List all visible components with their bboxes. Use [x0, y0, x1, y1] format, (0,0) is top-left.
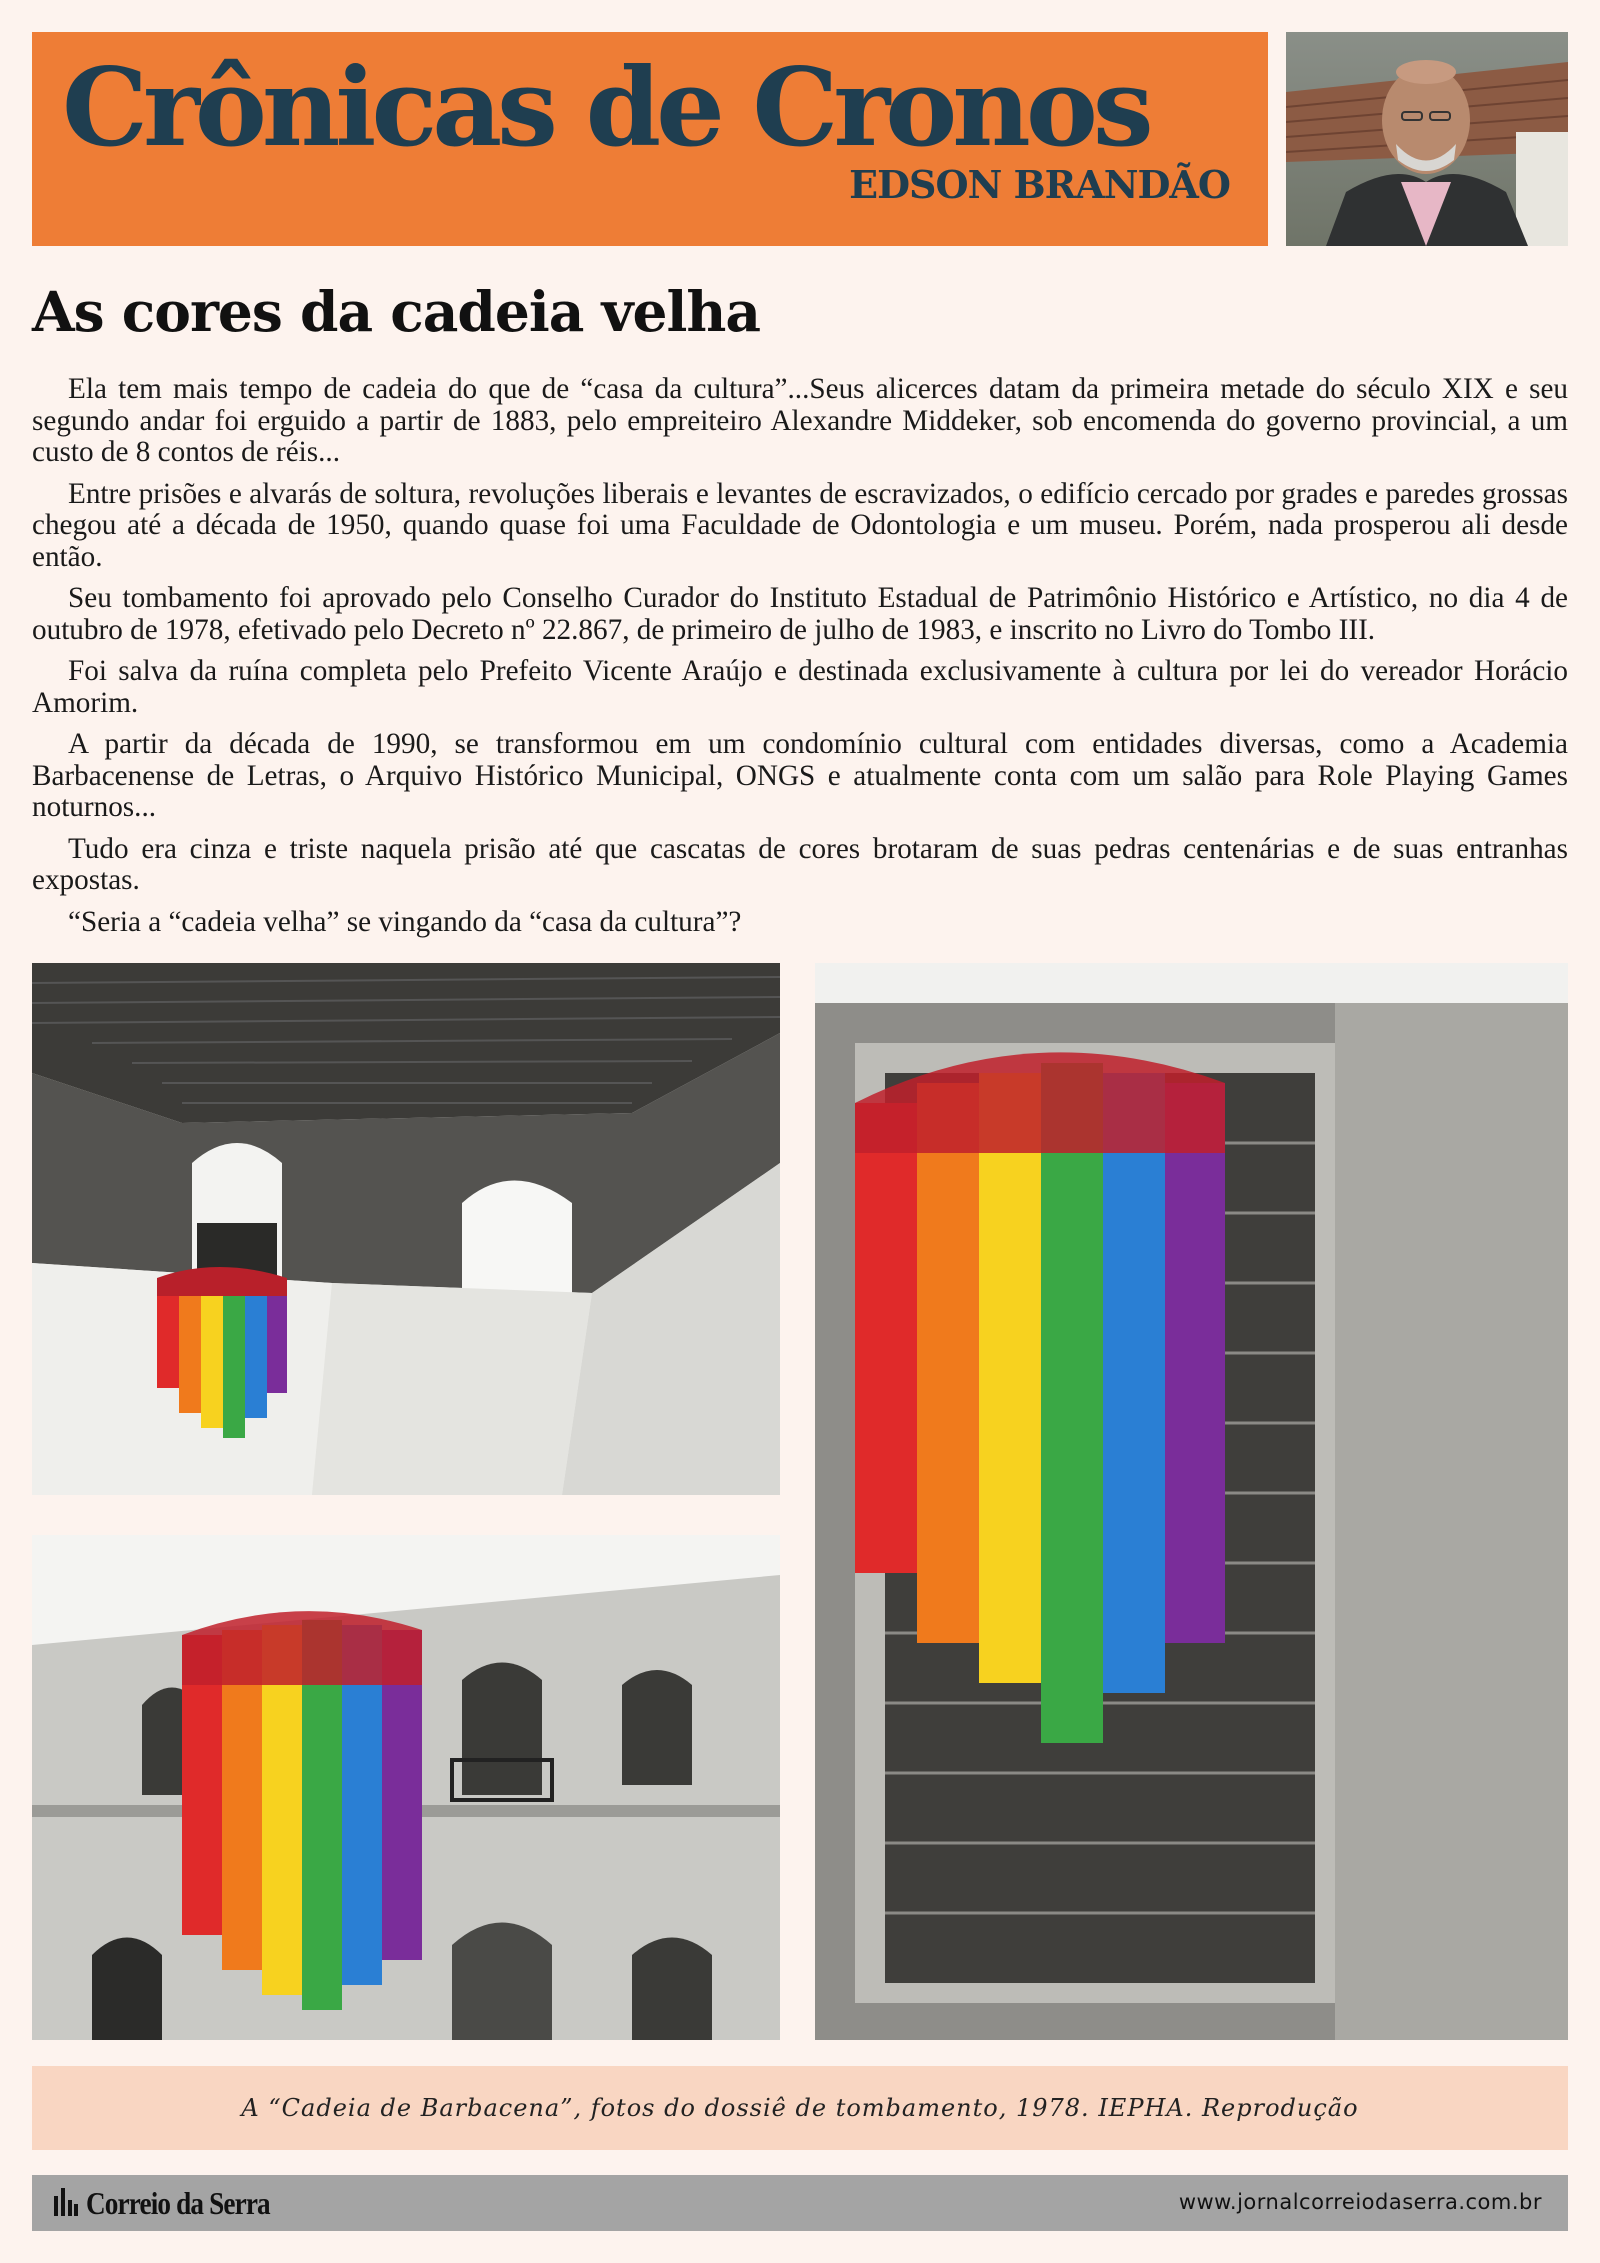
- masthead-banner: [32, 32, 1268, 246]
- paragraph: Foi salva da ruína completa pelo Prefeito Vicente Araújo e destinada exclusivamente à cultura por lei do vereador Horácio Amorim.: [32, 655, 1568, 719]
- photo-brick-wall: [815, 963, 1568, 2040]
- paragraph: Tudo era cinza e triste naquela prisão até que cascatas de cores brotaram de suas pedras centenárias e de suas entranhas expostas.: [32, 832, 1568, 896]
- newspaper-logo: [54, 2185, 302, 2221]
- article-body: [32, 374, 1568, 948]
- newspaper-name: Correio da Serra: [86, 2184, 270, 2221]
- paragraph: A partir da década de 1990, se transformou em um condomínio cultural com entidades diversas, como a Academia Barbacenense de Letras, o Arquivo Histórico Municipal, ONGS e atualmente conta com um salão para Role Playing Games noturnos...: [32, 728, 1568, 823]
- photo-interior: [32, 963, 780, 1495]
- author-name: EDSON BRANDÃO: [849, 162, 1230, 207]
- paragraph: Seu tombamento foi aprovado pelo Conselho Curador do Instituto Estadual de Patrimônio Histórico e Artístico, no dia 4 de outubro de 1978, efetivado pelo Decreto nº 22.867, de primeiro de julho de 1983, e inscrito no Livro do Tombo III.: [32, 582, 1568, 646]
- column-title: Crônicas de Cronos: [62, 45, 1149, 171]
- website-url[interactable]: www.jornalcorreiodaserra.com.br: [1178, 2190, 1542, 2214]
- author-photo: [1286, 32, 1568, 246]
- paragraph: Entre prisões e alvarás de soltura, revoluções liberais e levantes de escravizados, o edifício cercado por grades e paredes grossas chegou até a década de 1950, quando quase foi uma Faculdade de Odontologia e um museu. Porém, nada prosperou ali desde então.: [32, 477, 1568, 573]
- footer-bar: [32, 2175, 1568, 2231]
- paragraph: “Seria a “cadeia velha” se vingando da “casa da cultura”?: [68, 905, 742, 938]
- photo-facade: [32, 1535, 780, 2040]
- article-headline: As cores da cadeia velha: [32, 279, 761, 344]
- photo-caption: A “Cadeia de Barbacena”, fotos do dossiê de tombamento, 1978. IEPHA. Reprodução: [32, 2066, 1568, 2150]
- newspaper-logo-icon: [54, 2186, 78, 2220]
- paragraph: Ela tem mais tempo de cadeia do que de “casa da cultura”...Seus alicerces datam da primeira metade do século XIX e seu segundo andar foi erguido a partir de 1883, pelo empreiteiro Alexandre Middeker, sob encomenda do governo provincial, a um custo de 8 contos de réis...: [32, 373, 1568, 468]
